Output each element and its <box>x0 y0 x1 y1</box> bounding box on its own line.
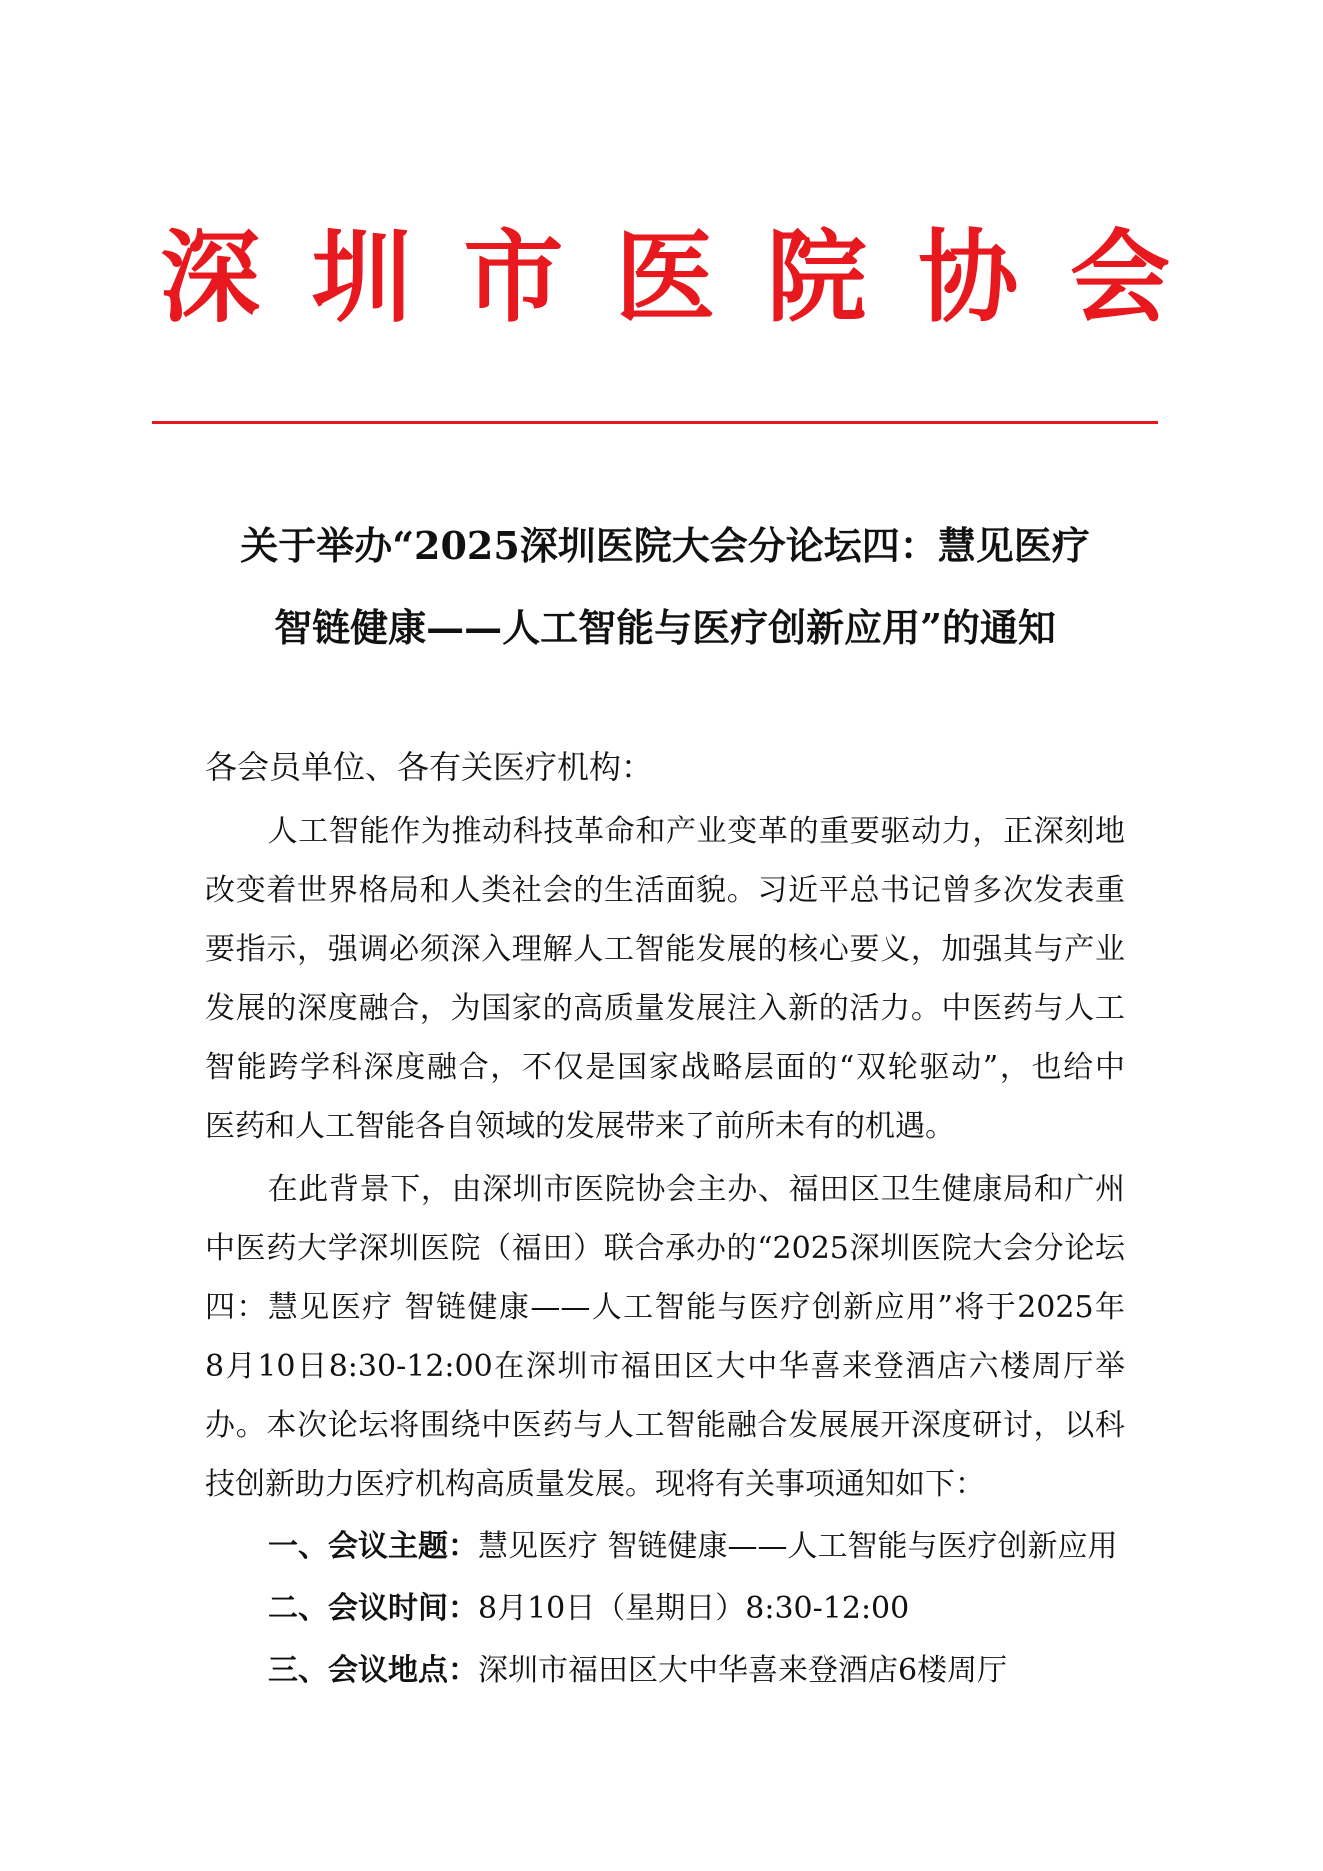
paragraph-line: 技创新助力医疗机构高质量发展。现将有关事项通知如下： <box>205 1467 985 1502</box>
paragraph-line: 医药和人工智能各自领域的发展带来了前所未有的机遇。 <box>205 1109 955 1144</box>
item-label: 三、会议地点： <box>268 1653 478 1688</box>
paragraph-line: 8月10日8:30-12:00在深圳市福田区大中华喜来登酒店六楼周厅举 <box>205 1349 1125 1384</box>
item-value: 慧见医疗 智链健康——人工智能与医疗创新应用 <box>478 1529 1118 1564</box>
paragraph-line: 智能跨学科深度融合，不仅是国家战略层面的“双轮驱动”，也给中 <box>205 1050 1125 1085</box>
organization-letterhead <box>150 218 1180 338</box>
body-paragraph-2 <box>205 1160 1125 1514</box>
letterhead-char: 市 <box>463 219 564 336</box>
paragraph-line: 办。本次论坛将围绕中医药与人工智能融合发展展开深度研讨，以科 <box>205 1408 1125 1443</box>
document-title <box>150 505 1180 669</box>
letterhead-char: 医 <box>614 219 715 336</box>
paragraph-line-text: 在此背景下，由深圳市医院协会主办、福田区卫生健康局和广州 <box>267 1172 1125 1207</box>
paragraph-line: 发展的深度融合，为国家的高质量发展注入新的活力。中医药与人工 <box>205 991 1125 1026</box>
paragraph-line: 中医药大学深圳医院（福田）联合承办的“2025深圳医院大会分论坛 <box>205 1231 1125 1266</box>
document-title-line-1: 关于举办“2025深圳医院大会分论坛四：慧见医疗 <box>240 523 1090 568</box>
item-value: 深圳市福田区大中华喜来登酒店6楼周厅 <box>478 1653 1008 1688</box>
item-label: 一、会议主题： <box>268 1529 478 1564</box>
paragraph-line <box>205 802 1125 861</box>
body-paragraph-1 <box>205 802 1125 1156</box>
list-item-time <box>268 1578 1118 1640</box>
paragraph-line: 要指示，强调必须深入理解人工智能发展的核心要义，加强其与产业 <box>205 932 1125 967</box>
list-item-location <box>268 1640 1118 1702</box>
letterhead-char: 深 <box>160 219 260 336</box>
letterhead-char: 协 <box>918 219 1019 336</box>
letterhead-char: 圳 <box>311 219 412 336</box>
item-label: 二、会议时间： <box>268 1591 478 1626</box>
letterhead-char: 会 <box>1069 219 1170 336</box>
meeting-details-list <box>268 1516 1118 1702</box>
list-item-theme <box>268 1516 1118 1578</box>
paragraph-line <box>205 1160 1125 1219</box>
paragraph-line: 四：慧见医疗 智链健康——人工智能与医疗创新应用”将于2025年 <box>205 1290 1125 1325</box>
paragraph-line: 改变着世界格局和人类社会的生活面貌。习近平总书记曾多次发表重 <box>205 873 1125 908</box>
letterhead-divider <box>152 421 1158 424</box>
salutation: 各会员单位、各有关医疗机构： <box>205 748 654 786</box>
document-title-line-2: 智链健康——人工智能与医疗创新应用”的通知 <box>274 605 1056 650</box>
letterhead-char: 院 <box>766 219 867 336</box>
item-value: 8月10日（星期日）8:30-12:00 <box>478 1591 910 1626</box>
paragraph-line-text: 人工智能作为推动科技革命和产业变革的重要驱动力，正深刻地 <box>267 814 1125 849</box>
